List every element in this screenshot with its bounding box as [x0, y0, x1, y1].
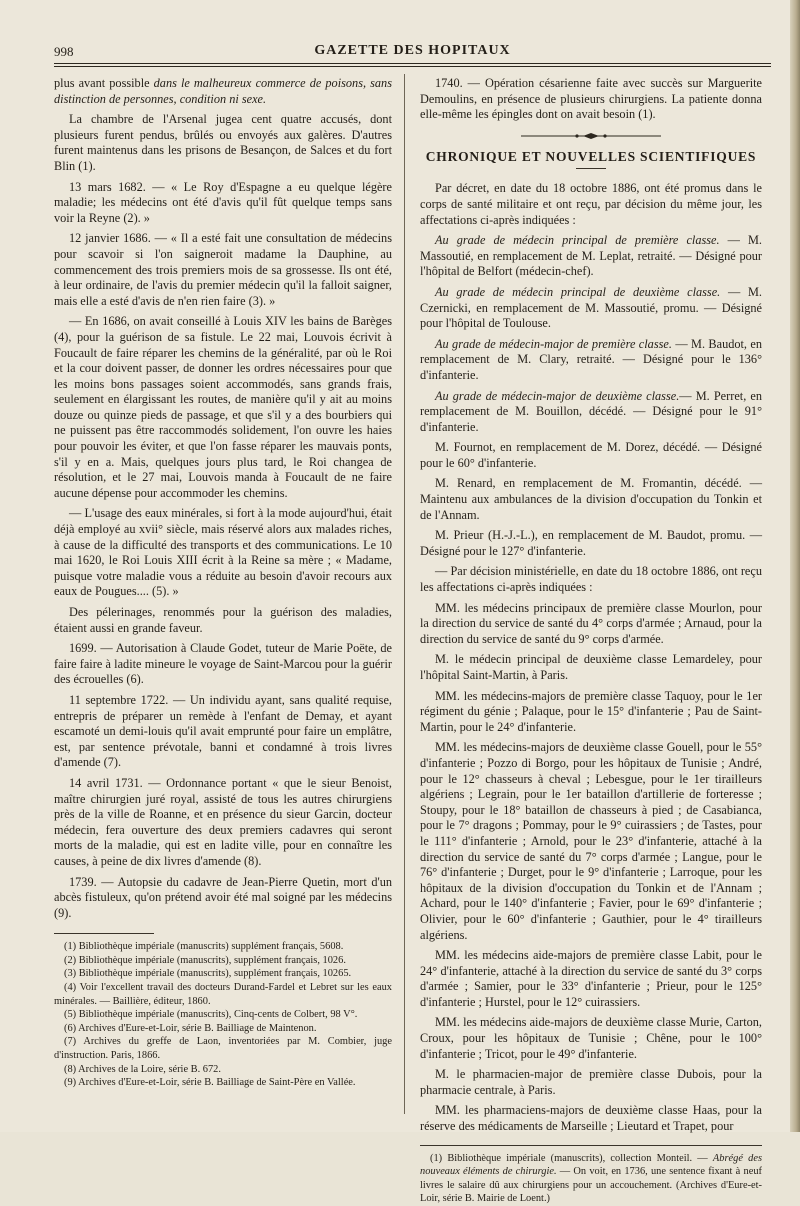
- footnote-text: (1) Bibliothèque impériale (manuscrits), collection Monteil. —: [430, 1152, 713, 1164]
- footnote: (6) Archives d'Eure-et-Loir, série B. Bailliage de Maintenon.: [64, 1022, 317, 1034]
- paragraph: — Par décision ministérielle, en date du 18 octobre 1886, ont reçu les affectations ci-après indiquées :: [420, 564, 762, 595]
- paragraph: M. Fournot, en remplacement de M. Dorez, décédé. — Désigné pour le 60° d'infanterie.: [420, 440, 762, 470]
- paragraph: [420, 337, 762, 384]
- paragraph: MM. les médecins aide-majors de deuxième classe Murie, Carton, Croux, pour les hôpitaux de Tunisie ; Chêne, pour le 100° d'infanterie ; Tricot, pour le 49° d'infanterie.: [420, 1015, 762, 1061]
- footnote: (3) Bibliothèque impériale (manuscrits), supplément français, 10265.: [64, 968, 352, 980]
- paragraph: 11 septembre 1722. — Un individu ayant, sans qualité requise, entrepris de préparer un remède à l'enfant de Demay, et ayant escamoté un demi-louis qu'il avait emprunté pour faire un emplâtre, est, par sentence prévotale, banni et condamné à trois livres d'amende (7).: [54, 692, 392, 770]
- paragraph: M. le pharmacien-major de première classe Dubois, pour la pharmacie centrale, à Paris.: [420, 1067, 762, 1097]
- paragraph: 1739. — Autopsie du cadavre de Jean-Pierre Quetin, mort d'un abcès fistuleux, qu'on prétend avoir été mal soigné par les médecins (9).: [54, 874, 392, 920]
- paragraph: — L'usage des eaux minérales, si fort à la mode aujourd'hui, était déjà employé au xvii° siècle, mais réservé alors aux malades riches, à cause de la difficulté des transports et des communications. Le 10 mai 1620, le Roi Louis XIII écrit à la Reine sa mère ; « Madame, puisque votre maladie vous a réduite au besoin d'avoir recours aux eaux de Pougues.... (5). »: [54, 506, 392, 599]
- paragraph: La chambre de l'Arsenal jugea cent quatre accusés, dont plusieurs furent pendus, brûlés ou envoyés aux galères. D'autres furent maintenus dans les prisons de Besançon, de Salces et du fort Blin (1).: [54, 112, 392, 173]
- running-title: GAZETTE DES HOPITAUX: [314, 43, 511, 58]
- paragraph: M. Renard, en remplacement de M. Fromantin, décédé. — Maintenu aux ambulances de la division d'occupation du Tonkin et de l'Annam.: [420, 476, 762, 522]
- paragraph: M. le médecin principal de deuxième classe Lemardeley, pour l'hôpital Saint-Martin, à Paris.: [420, 652, 762, 682]
- footnote: (4) Voir l'excellent travail des docteurs Durand-Fardel et Lebret sur les eaux minérales. — Baillière, éditeur, 1860.: [54, 982, 392, 1007]
- footnote: (2) Bibliothèque impériale (manuscrits), supplément français, 1026.: [64, 954, 346, 966]
- ornament-divider: [420, 129, 762, 137]
- paragraph: [420, 285, 762, 332]
- grade-heading: Au grade de médecin-major de première classe.: [435, 336, 672, 351]
- paragraph: [54, 76, 392, 107]
- paragraph: [420, 389, 762, 436]
- page-edge: [790, 0, 800, 1132]
- paragraph: MM. les pharmaciens-majors de deuxième classe Haas, pour la réserve des médicaments de Marseille ; Lieutard et Trapet, pour: [420, 1103, 762, 1134]
- footnote: (9) Archives d'Eure-et-Loir, série B. Bailliage de Saint-Père en Vallée.: [64, 1077, 356, 1089]
- paragraph-text: plus avant possible: [54, 76, 154, 90]
- header-rule: [54, 63, 771, 67]
- paragraph-text: — M. Perret, en remplacement de M. Bouillon, décédé. — Désigné pour le 91° d'infanterie.: [420, 388, 762, 434]
- paragraph: MM. les médecins-majors de deuxième classe Gouell, pour le 55° d'infanterie ; Pozzo di Borgo, pour les hôpitaux de Tunisie ; André, pour le 12° chasseurs à cheval ; Lebesgue, pour le 1er tirailleurs algériens ; Legrain, pour le 1er bataillon d'artillerie de forteresse ; Stoupy, pour le 18° bataillon de chasseurs à pied ; de Casabianca, pour le 7° dragons ; Pommay, pour le 9° cuirassiers ; de Tastes, pour le 111° d'infanterie ; Arnold, pour le 23° d'infanterie, attaché à la direction du service de santé du 7° corps d'armée ; Langue, pour le 76° d'infanterie ; Durget, pour le 9° d'infanterie ; Larroque, pour les hôpitaux de la division d'occupation du Tonkin et de l'Annam ; Achard, pour le 140° d'infanterie ; Favier, pour le 69° d'infanterie ; Olivier, pour le 60° d'infanterie ; Gauthier, pour le 4° tirailleurs algériens.: [420, 740, 762, 942]
- paragraph: 14 avril 1731. — Ordonnance portant « que le sieur Benoist, maître chirurgien juré royal, assisté de tous les autres chirurgiens près de la ville de Roanne, et en présence du sieur Garcin, docteur médecin, fera ouverture des deux premiers cadavres qui seront morts de la maladie, qui est en ladite ville, pour en connaître les causes, à peine de dix livres d'amende (8).: [54, 775, 392, 868]
- footnote: (1) Bibliothèque impériale (manuscrits) supplément français, 5608.: [64, 941, 344, 953]
- grade-heading: Au grade de médecin-major de deuxième classe.: [435, 388, 680, 403]
- paragraph: [420, 233, 762, 280]
- column-divider: [404, 74, 405, 1114]
- paragraph: MM. les médecins aide-majors de première classe Labit, pour le 24° d'infanterie, attaché à la direction du service de santé du 3° corps d'armée ; Samier, pour le 33° d'infanterie ; Prieur, pour le 125° d'infanterie ; Hurstel, pour le 12° cuirassiers.: [420, 948, 762, 1009]
- paragraph-text: — M. Baudot, en remplacement de M. Clary, retraité. — Désigné pour le 136° d'infanterie.: [420, 336, 762, 382]
- footnote-italic: Abrégé des nouveaux éléments de chirurgie.: [420, 1152, 762, 1178]
- footnote: (7) Archives du greffe de Laon, inventoriées par M. Combier, juge d'instruction. Paris, 1866.: [54, 1036, 392, 1062]
- grade-heading: Au grade de médecin principal de première classe.: [435, 233, 720, 248]
- footnotes: [54, 940, 392, 1090]
- footnote: (5) Bibliothèque impériale (manuscrits), Cinq-cents de Colbert, 98 V°.: [64, 1009, 358, 1021]
- paragraph: MM. les médecins principaux de première classe Mourlon, pour la direction du service de santé du 4° corps d'armée ; Arnaud, pour la direction du service de santé du 9° corps d'armée.: [420, 600, 762, 646]
- paragraph-italic: dans le malheureux commerce de poisons, sans distinction de personnes, condition ni sexe.: [54, 76, 392, 106]
- paragraph: — En 1686, on avait conseillé à Louis XIV les bains de Barèges (4), pour la guérison de sa fistule. Le 22 mai, Louvois écrivit à Foucault de faire réparer les chemins de la généralité, par où le Roi et la cour doivent passer, de donner les ordres nécessaires pour que les moins bons passages soient accommodés, sans grands frais, seulement en élargissant les routes, de manière qu'il y ait au moins douze ou quinze pieds de passage, et que s'il y a des bourbiers qui ne puissent pas être raccommodés solidement, l'on ouvre les haies pour pouvoir les éviter, et que l'on fasse réparer les mauvais ponts, s'il y en a. Mais, quelques jours plus tard, le Roi changea de résolution, et le 27 mai, Louvois manda à Foucault de ne faire aucune dépense pour accommoder les chemins.: [54, 314, 392, 500]
- paragraph: 1699. — Autorisation à Claude Godet, tuteur de Marie Poëte, de faire faire à ladite mineure le voyage de Saint-Marcou pour la guérir des écrouelles (6).: [54, 641, 392, 687]
- footnote: [420, 1152, 762, 1206]
- footnote-text: — On voit, en 1736, une sentence fixant à neuf livres le salaire dû aux chirurgiens pour un accouchement. (Archives d'Eure-et-Loir, série B. Mairie de Loent.): [420, 1166, 762, 1205]
- paragraph: Des pélerinages, renommés pour la guérison des maladies, étaient aussi en grande faveur.: [54, 605, 392, 635]
- footnote-rule: [54, 933, 154, 934]
- ornament-divider-icon: [521, 132, 661, 140]
- paragraph: M. Prieur (H.-J.-L.), en remplacement de M. Baudot, promu. — Désigné pour le 127° d'infanterie.: [420, 528, 762, 558]
- paragraph: 1740. — Opération césarienne faite avec succès sur Marguerite Demoulins, en présence de plusieurs chirurgiens. La patiente donna elle-même les épingles dont on avait besoin (1).: [420, 76, 762, 122]
- paragraph: MM. les médecins-majors de première classe Taquoy, pour le 1er régiment du génie ; Palaque, pour le 15° d'infanterie ; Pau de Saint-Martin, pour le 24° d'infanterie.: [420, 688, 762, 734]
- section-rule: [576, 168, 606, 169]
- footnote: (8) Archives de la Loire, série B. 672.: [64, 1063, 221, 1075]
- section-title: CHRONIQUE ET NOUVELLES SCIENTIFIQUES: [425, 148, 757, 164]
- paragraph: 13 mars 1682. — « Le Roy d'Espagne a eu quelque légère maladie; les médecins ont été d'avis qu'il fût quelque temps sans voir la Reyne (2). »: [54, 179, 392, 225]
- footnotes: [420, 1152, 762, 1206]
- paragraph: 12 janvier 1686. — « Il a esté fait une consultation de médecins pour scavoir si l'on saigneroit madame la Dauphine, au commencement des trois premiers mois de sa grossesse. Ils ont été, à leur ordinaire, de l'avis du premier médecin qu'il la falloit saigner, mais elle a esté d'avis de n'en rien faire (3). »: [54, 231, 392, 308]
- page-number: 998: [54, 44, 74, 59]
- paragraph: Par décret, en date du 18 octobre 1886, ont été promus dans le corps de santé militaire et ont reçu, par décision du même jour, les affectations ci-après indiquées :: [420, 181, 762, 227]
- page-header: [54, 40, 771, 62]
- grade-heading: Au grade de médecin principal de deuxième classe.: [435, 284, 721, 299]
- footnote-rule: [420, 1145, 762, 1146]
- left-column: [54, 76, 392, 1090]
- right-column: [420, 76, 762, 1206]
- paragraph-text: — M. Massoutié, en remplacement de M. Leplat, retraité. — Désigné pour l'hôpital de Belfort (médecin-chef).: [420, 233, 762, 279]
- paragraph-text: — M. Czernicki, en remplacement de M. Massoutié, promu. — Désigné pour l'hôpital de Toulouse.: [420, 284, 762, 331]
